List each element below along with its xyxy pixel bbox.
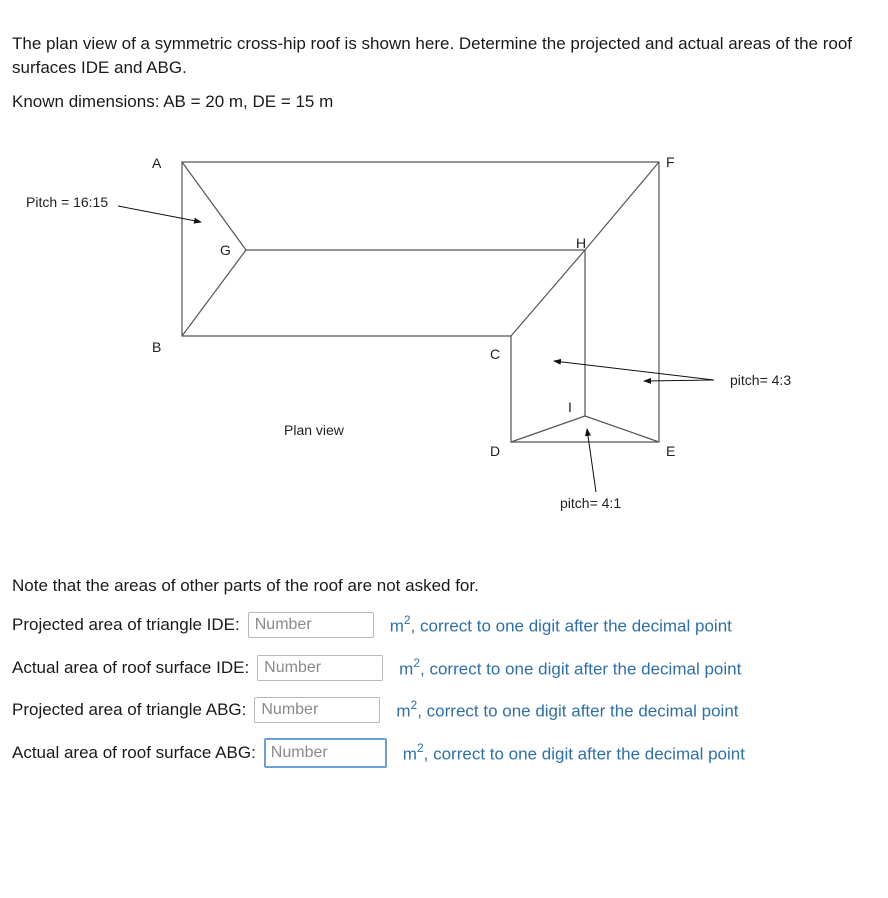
question-text: The plan view of a symmetric cross-hip roof is shown here. Determine the projected and actual areas of the roof surfaces IDE and ABG. (12, 34, 853, 77)
arrow-pitch-bottom (587, 429, 596, 492)
answer-row-projected-ide (12, 610, 732, 640)
unit-hint: $m^2$, correct to one digit after the decimal point (389, 612, 732, 636)
valley-line-hc (511, 250, 585, 336)
point-label-b: B (152, 339, 162, 355)
actual-area-abg-input[interactable] (264, 738, 387, 768)
field-label: Actual area of roof surface ABG: (12, 743, 256, 762)
pitch-label-bottom: pitch= 4:1 (560, 495, 622, 511)
hip-line-hf (585, 162, 659, 250)
field-label: Projected area of triangle ABG: (12, 700, 247, 719)
unit-hint: $m^2$, correct to one digit after the decimal point (399, 655, 742, 679)
roof-outline (182, 162, 659, 442)
known-dimensions: Known dimensions: AB = 20 m, DE = 15 m (12, 92, 334, 111)
note-text: Note that the areas of other parts of the roof are not asked for. (12, 576, 479, 595)
arrow-pitch-left (118, 206, 201, 222)
roof-perimeter (182, 162, 659, 442)
projected-area-ide-input[interactable] (248, 612, 374, 638)
answer-row-projected-abg (12, 695, 739, 725)
answer-row-actual-abg (12, 738, 745, 768)
hip-line-ag (182, 162, 246, 250)
field-label: Actual area of roof surface IDE: (12, 658, 250, 677)
field-label: Projected area of triangle IDE: (12, 615, 240, 634)
point-label-d: D (490, 443, 501, 459)
point-label-h: H (576, 235, 587, 251)
point-label-f: F (666, 154, 675, 170)
hip-line-bg (182, 250, 246, 336)
point-label-a: A (152, 155, 162, 171)
unit-hint: $m^2$, correct to one digit after the decimal point (402, 740, 745, 764)
plan-view-caption: Plan view (284, 422, 344, 438)
arrow-pitch-right-2 (644, 380, 714, 381)
point-label-i: I (568, 399, 572, 415)
pitch-arrows (118, 206, 714, 492)
pitch-label-right: pitch= 4:3 (730, 372, 792, 388)
unit-hint: $m^2$, correct to one digit after the decimal point (396, 697, 739, 721)
point-label-c: C (490, 346, 501, 362)
hip-line-ie (585, 416, 659, 442)
answer-row-actual-ide (12, 653, 741, 683)
projected-area-abg-input[interactable] (254, 697, 380, 723)
arrow-pitch-right-1 (554, 361, 714, 380)
pitch-label-left: Pitch = 16:15 (26, 194, 109, 210)
point-label-e: E (666, 443, 676, 459)
actual-area-ide-input[interactable] (257, 655, 383, 681)
roof-plan-diagram (0, 140, 888, 520)
point-label-g: G (220, 242, 231, 258)
hip-line-id (511, 416, 585, 442)
